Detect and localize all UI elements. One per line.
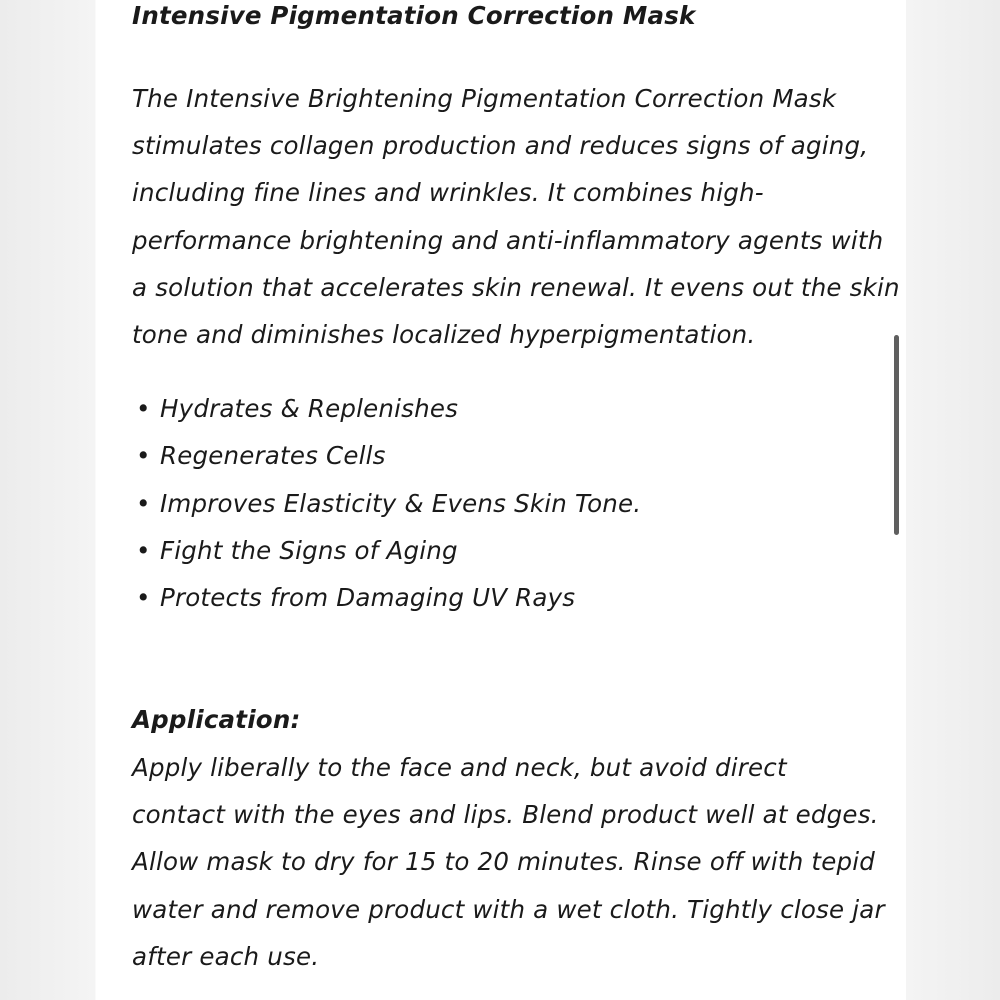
benefit-item: • Regenerates Cells — [132, 432, 641, 479]
application-line: after each use. — [132, 941, 320, 971]
application-line: Apply liberally to the face and neck, but avoid direct — [132, 753, 787, 782]
description-line: including fine lines and wrinkles. It combines high- — [132, 178, 764, 208]
product-title: Intensive Pigmentation Correction Mask — [132, 1, 696, 30]
benefit-item: • Improves Elasticity & Evens Skin Tone. — [132, 480, 641, 527]
vertical-scrollbar-thumb[interactable] — [894, 335, 899, 535]
application-line: water and remove product with a wet cloth. Tightly close jar — [132, 894, 885, 924]
benefits-list — [132, 385, 641, 621]
benefit-item: • Hydrates & Replenishes — [132, 385, 641, 432]
application-line: Allow mask to dry for 15 to 20 minutes. Rinse off with tepid — [132, 847, 876, 877]
description-line: performance brightening and anti-inflammatory agents with — [132, 225, 884, 255]
description-line: tone and diminishes localized hyperpigmentation. — [132, 320, 756, 350]
benefit-item: • Protects from Damaging UV Rays — [132, 574, 641, 621]
product-description — [132, 75, 900, 358]
description-line: The Intensive Brightening Pigmentation Correction Mask — [132, 84, 837, 113]
description-line: stimulates collagen production and reduces signs of aging, — [132, 131, 869, 161]
application-instructions — [132, 744, 885, 980]
application-line: contact with the eyes and lips. Blend product well at edges. — [132, 800, 879, 830]
benefit-item: • Fight the Signs of Aging — [132, 527, 641, 574]
product-details-panel[interactable] — [96, 0, 906, 1000]
application-heading: Application: — [132, 705, 301, 734]
description-line: a solution that accelerates skin renewal. It evens out the skin — [132, 272, 900, 302]
